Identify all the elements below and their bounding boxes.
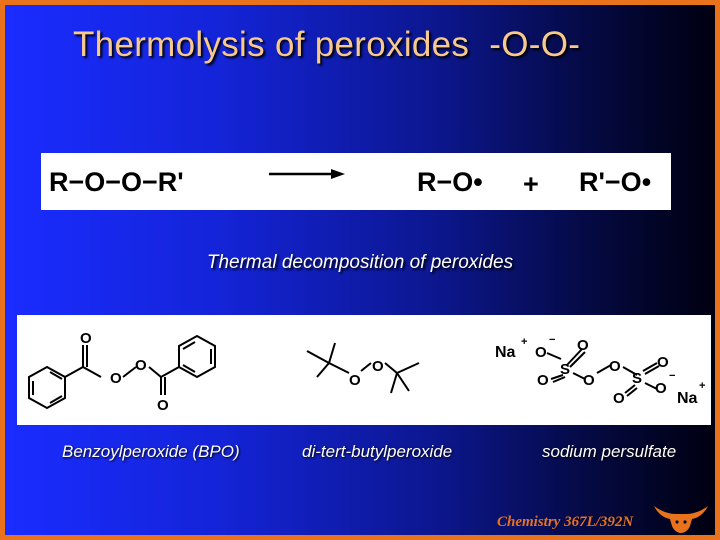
plus-label: + — [523, 169, 539, 199]
persulfate-oxygen: O — [577, 337, 589, 354]
product2-label: R'−O• — [579, 167, 652, 197]
minus-charge: − — [549, 334, 556, 346]
reaction-arrow-head — [331, 169, 345, 179]
sulfur-2: S — [632, 370, 643, 387]
plus-charge: + — [521, 336, 528, 348]
caption-persulfate: sodium persulfate — [542, 442, 677, 461]
longhorn-icon — [652, 502, 710, 534]
persulfate-oxygen: O — [609, 358, 621, 375]
sodium-ion-2: Na — [677, 390, 698, 407]
reaction-scheme — [41, 153, 671, 210]
bpo-oxygen: O — [110, 370, 122, 387]
dtbp-structure — [307, 343, 419, 393]
slide-title: Thermolysis of peroxides -O-O- — [73, 25, 581, 64]
bpo-structure — [29, 336, 215, 408]
product1-label: R−O• — [417, 167, 483, 197]
persulfate-oxygen: O — [583, 372, 595, 389]
persulfate-oxygen: O — [655, 380, 667, 397]
minus-charge: − — [669, 370, 676, 382]
reaction-svg — [41, 153, 671, 210]
dtbp-oxygen: O — [372, 358, 384, 375]
bpo-oxygen: O — [157, 397, 169, 414]
persulfate-oxygen: O — [535, 344, 547, 361]
bpo-right-ring — [179, 336, 215, 377]
persulfate-oxygen: O — [657, 354, 669, 371]
course-footer: Chemistry 367L/392N — [497, 514, 634, 530]
caption-dtbp: di-tert-butylperoxide — [302, 442, 453, 461]
sulfur-1: S — [560, 361, 571, 378]
caption-bpo: Benzoylperoxide (BPO) — [62, 442, 240, 461]
persulfate-oxygen: O — [537, 372, 549, 389]
structures-panel — [17, 315, 711, 425]
reactant-label: R−O−O−R' — [49, 167, 184, 197]
bpo-left-ring — [29, 367, 65, 408]
bpo-oxygen: O — [135, 357, 147, 374]
persulfate-oxygen: O — [613, 390, 625, 407]
bpo-oxygen: O — [80, 330, 92, 347]
structures-svg — [17, 315, 711, 425]
dtbp-atom-labels — [349, 358, 384, 389]
subtitle: Thermal decomposition of peroxides — [206, 252, 514, 273]
sodium-ion-1: Na — [495, 344, 516, 361]
dtbp-oxygen: O — [349, 372, 361, 389]
plus-charge: + — [699, 380, 706, 392]
